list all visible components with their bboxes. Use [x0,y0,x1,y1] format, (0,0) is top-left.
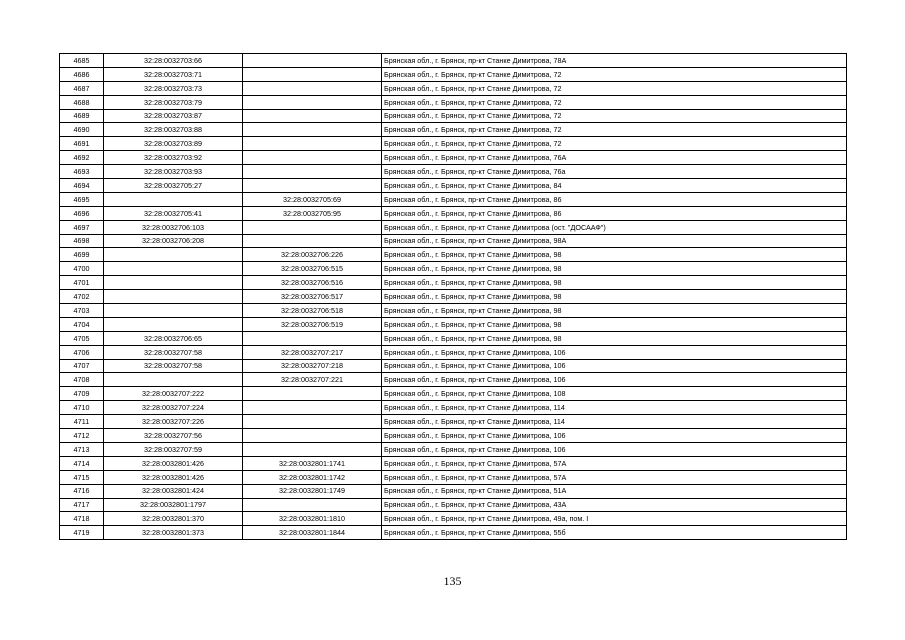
row-number-cell: 4715 [60,470,104,484]
address-cell: Брянская обл., г. Брянск, пр-кт Станке Димитрова, 49а, пом. I [382,512,847,526]
address-cell: Брянская обл., г. Брянск, пр-кт Станке Димитрова, 106 [382,359,847,373]
row-number-cell: 4695 [60,192,104,206]
table-row [60,484,847,498]
address-cell: Брянская обл., г. Брянск, пр-кт Станке Димитрова, 51А [382,484,847,498]
object-cadastral-number-cell: 32:28:0032706:226 [243,248,382,262]
cadastral-number-cell: 32:28:0032707:226 [104,415,243,429]
address-cell: Брянская обл., г. Брянск, пр-кт Станке Димитрова, 98 [382,248,847,262]
object-cadastral-number-cell [243,165,382,179]
address-cell: Брянская обл., г. Брянск, пр-кт Станке Димитрова, 106 [382,429,847,443]
row-number-cell: 4688 [60,95,104,109]
cadastral-number-cell [104,290,243,304]
address-cell: Брянская обл., г. Брянск, пр-кт Станке Димитрова, 72 [382,95,847,109]
row-number-cell: 4714 [60,456,104,470]
row-number-cell: 4685 [60,54,104,68]
address-cell: Брянская обл., г. Брянск, пр-кт Станке Димитрова, 98 [382,317,847,331]
table-row [60,179,847,193]
table-row [60,95,847,109]
object-cadastral-number-cell [243,401,382,415]
address-cell: Брянская обл., г. Брянск, пр-кт Станке Димитрова, 108 [382,387,847,401]
cadastral-number-cell: 32:28:0032703:73 [104,81,243,95]
object-cadastral-number-cell [243,415,382,429]
object-cadastral-number-cell [243,498,382,512]
row-number-cell: 4690 [60,123,104,137]
table-row [60,331,847,345]
object-cadastral-number-cell: 32:28:0032801:1844 [243,526,382,540]
table-row [60,526,847,540]
address-cell: Брянская обл., г. Брянск, пр-кт Станке Димитрова, 98 [382,290,847,304]
cadastral-number-cell: 32:28:0032706:65 [104,331,243,345]
table-row [60,109,847,123]
row-number-cell: 4696 [60,206,104,220]
object-cadastral-number-cell [243,109,382,123]
address-cell: Брянская обл., г. Брянск, пр-кт Станке Димитрова, 57А [382,456,847,470]
table-row [60,512,847,526]
address-cell: Брянская обл., г. Брянск, пр-кт Станке Димитрова, 106 [382,373,847,387]
cadastral-number-cell [104,276,243,290]
table-row [60,401,847,415]
object-cadastral-number-cell [243,179,382,193]
object-cadastral-number-cell [243,442,382,456]
address-cell: Брянская обл., г. Брянск, пр-кт Станке Димитрова, 72 [382,81,847,95]
cadastral-number-cell [104,317,243,331]
cadastral-number-cell: 32:28:0032703:71 [104,67,243,81]
cadastral-number-cell: 32:28:0032801:1797 [104,498,243,512]
table-row [60,387,847,401]
object-cadastral-number-cell [243,123,382,137]
table-row [60,345,847,359]
table-row [60,442,847,456]
table-row [60,81,847,95]
row-number-cell: 4689 [60,109,104,123]
object-cadastral-number-cell: 32:28:0032705:69 [243,192,382,206]
address-cell: Брянская обл., г. Брянск, пр-кт Станке Димитрова, 98 [382,276,847,290]
table-row [60,220,847,234]
row-number-cell: 4705 [60,331,104,345]
table-row [60,123,847,137]
cadastral-number-cell [104,262,243,276]
table-row [60,137,847,151]
object-cadastral-number-cell: 32:28:0032706:517 [243,290,382,304]
table-row [60,415,847,429]
cadastral-number-cell: 32:28:0032703:93 [104,165,243,179]
address-cell: Брянская обл., г. Брянск, пр-кт Станке Димитрова, 114 [382,401,847,415]
object-cadastral-number-cell: 32:28:0032707:217 [243,345,382,359]
object-cadastral-number-cell: 32:28:0032706:519 [243,317,382,331]
row-number-cell: 4707 [60,359,104,373]
table-row [60,276,847,290]
cadastral-number-cell: 32:28:0032705:41 [104,206,243,220]
address-cell: Брянская обл., г. Брянск, пр-кт Станке Димитрова (ост. "ДОСААФ") [382,220,847,234]
cadastral-number-cell: 32:28:0032703:92 [104,151,243,165]
table-row [60,359,847,373]
row-number-cell: 4711 [60,415,104,429]
object-cadastral-number-cell [243,331,382,345]
object-cadastral-number-cell: 32:28:0032801:1742 [243,470,382,484]
table-row [60,290,847,304]
table-row [60,456,847,470]
registry-table-body [60,54,847,540]
table-row [60,67,847,81]
object-cadastral-number-cell: 32:28:0032707:218 [243,359,382,373]
row-number-cell: 4700 [60,262,104,276]
table-row [60,234,847,248]
cadastral-number-cell: 32:28:0032703:66 [104,54,243,68]
cadastral-number-cell: 32:28:0032706:103 [104,220,243,234]
address-cell: Брянская обл., г. Брянск, пр-кт Станке Димитрова, 84 [382,179,847,193]
object-cadastral-number-cell: 32:28:0032706:515 [243,262,382,276]
address-cell: Брянская обл., г. Брянск, пр-кт Станке Димитрова, 72 [382,137,847,151]
row-number-cell: 4692 [60,151,104,165]
cadastral-number-cell: 32:28:0032801:424 [104,484,243,498]
cadastral-number-cell [104,248,243,262]
table-row [60,470,847,484]
cadastral-number-cell [104,373,243,387]
address-cell: Брянская обл., г. Брянск, пр-кт Станке Димитрова, 98А [382,234,847,248]
object-cadastral-number-cell [243,151,382,165]
row-number-cell: 4691 [60,137,104,151]
row-number-cell: 4710 [60,401,104,415]
cadastral-number-cell: 32:28:0032801:370 [104,512,243,526]
table-row [60,317,847,331]
object-cadastral-number-cell [243,137,382,151]
address-cell: Брянская обл., г. Брянск, пр-кт Станке Димитрова, 98 [382,262,847,276]
row-number-cell: 4702 [60,290,104,304]
object-cadastral-number-cell [243,387,382,401]
table-row [60,498,847,512]
row-number-cell: 4693 [60,165,104,179]
table-row [60,54,847,68]
row-number-cell: 4718 [60,512,104,526]
cadastral-number-cell: 32:28:0032707:222 [104,387,243,401]
row-number-cell: 4697 [60,220,104,234]
address-cell: Брянская обл., г. Брянск, пр-кт Станке Димитрова, 76а [382,165,847,179]
object-cadastral-number-cell: 32:28:0032705:95 [243,206,382,220]
row-number-cell: 4686 [60,67,104,81]
object-cadastral-number-cell: 32:28:0032801:1749 [243,484,382,498]
table-row [60,262,847,276]
table-row [60,192,847,206]
address-cell: Брянская обл., г. Брянск, пр-кт Станке Димитрова, 72 [382,67,847,81]
row-number-cell: 4694 [60,179,104,193]
address-cell: Брянская обл., г. Брянск, пр-кт Станке Димитрова, 55б [382,526,847,540]
address-cell: Брянская обл., г. Брянск, пр-кт Станке Димитрова, 106 [382,345,847,359]
cadastral-number-cell [104,304,243,318]
row-number-cell: 4699 [60,248,104,262]
object-cadastral-number-cell: 32:28:0032801:1810 [243,512,382,526]
object-cadastral-number-cell: 32:28:0032706:518 [243,304,382,318]
row-number-cell: 4701 [60,276,104,290]
cadastral-number-cell: 32:28:0032703:87 [104,109,243,123]
table-row [60,304,847,318]
cadastral-number-cell: 32:28:0032707:59 [104,442,243,456]
address-cell: Брянская обл., г. Брянск, пр-кт Станке Димитрова, 86 [382,192,847,206]
row-number-cell: 4703 [60,304,104,318]
table-row [60,151,847,165]
cadastral-number-cell: 32:28:0032801:373 [104,526,243,540]
cadastral-number-cell: 32:28:0032707:58 [104,345,243,359]
address-cell: Брянская обл., г. Брянск, пр-кт Станке Димитрова, 72 [382,109,847,123]
table-row [60,429,847,443]
cadastral-number-cell: 32:28:0032707:58 [104,359,243,373]
address-cell: Брянская обл., г. Брянск, пр-кт Станке Димитрова, 72 [382,123,847,137]
row-number-cell: 4717 [60,498,104,512]
table-row [60,248,847,262]
object-cadastral-number-cell [243,234,382,248]
object-cadastral-number-cell: 32:28:0032707:221 [243,373,382,387]
row-number-cell: 4698 [60,234,104,248]
cadastral-number-cell: 32:28:0032707:56 [104,429,243,443]
object-cadastral-number-cell [243,81,382,95]
address-cell: Брянская обл., г. Брянск, пр-кт Станке Димитрова, 106 [382,442,847,456]
row-number-cell: 4708 [60,373,104,387]
cadastral-number-cell: 32:28:0032705:27 [104,179,243,193]
row-number-cell: 4716 [60,484,104,498]
table-row [60,373,847,387]
row-number-cell: 4687 [60,81,104,95]
table-row [60,206,847,220]
row-number-cell: 4719 [60,526,104,540]
cadastral-number-cell: 32:28:0032707:224 [104,401,243,415]
cadastral-number-cell: 32:28:0032801:426 [104,470,243,484]
row-number-cell: 4709 [60,387,104,401]
address-cell: Брянская обл., г. Брянск, пр-кт Станке Димитрова, 98 [382,331,847,345]
object-cadastral-number-cell [243,67,382,81]
cadastral-number-cell: 32:28:0032703:79 [104,95,243,109]
address-cell: Брянская обл., г. Брянск, пр-кт Станке Димитрова, 86 [382,206,847,220]
registry-table [59,53,847,540]
object-cadastral-number-cell [243,429,382,443]
object-cadastral-number-cell: 32:28:0032706:516 [243,276,382,290]
table-row [60,165,847,179]
object-cadastral-number-cell [243,54,382,68]
cadastral-number-cell: 32:28:0032703:89 [104,137,243,151]
address-cell: Брянская обл., г. Брянск, пр-кт Станке Димитрова, 78А [382,54,847,68]
address-cell: Брянская обл., г. Брянск, пр-кт Станке Димитрова, 57А [382,470,847,484]
row-number-cell: 4704 [60,317,104,331]
page-number: 135 [443,574,462,588]
address-cell: Брянская обл., г. Брянск, пр-кт Станке Димитрова, 114 [382,415,847,429]
cadastral-number-cell: 32:28:0032801:426 [104,456,243,470]
row-number-cell: 4706 [60,345,104,359]
object-cadastral-number-cell: 32:28:0032801:1741 [243,456,382,470]
cadastral-number-cell: 32:28:0032703:88 [104,123,243,137]
object-cadastral-number-cell [243,95,382,109]
address-cell: Брянская обл., г. Брянск, пр-кт Станке Димитрова, 98 [382,304,847,318]
row-number-cell: 4713 [60,442,104,456]
object-cadastral-number-cell [243,220,382,234]
address-cell: Брянская обл., г. Брянск, пр-кт Станке Димитрова, 43А [382,498,847,512]
address-cell: Брянская обл., г. Брянск, пр-кт Станке Димитрова, 76А [382,151,847,165]
row-number-cell: 4712 [60,429,104,443]
cadastral-number-cell: 32:28:0032706:208 [104,234,243,248]
cadastral-number-cell [104,192,243,206]
